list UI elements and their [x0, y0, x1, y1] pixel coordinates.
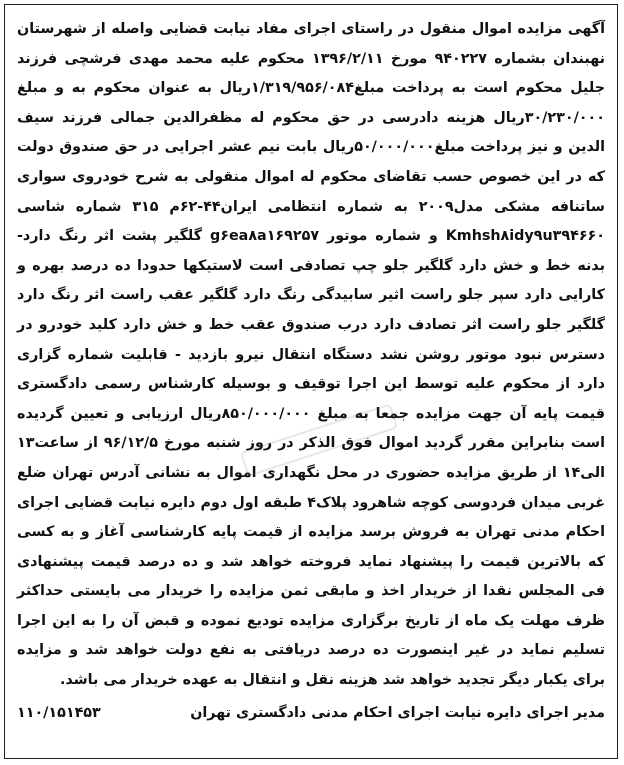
legal-notice	[4, 4, 618, 759]
notice-footer	[17, 700, 605, 726]
notice-reference-number: ۱۱۰/۱۵۱۴۵۳	[17, 704, 101, 721]
notice-signature: مدیر اجرای دایره نیابت اجرای احکام مدنی دادگستری تهران	[190, 704, 605, 721]
notice-body: آگهی مزایده اموال منقول در راستای اجرای مفاد نیابت قضایی واصله از شهرستان نهبندان بشماره ۹۴۰۲۲۷ مورخ ۱۳۹۶/۲/۱۱ محکوم علیه محمد مهدی فرشچی فرزند جلیل محکوم است به پرداخت مبلغ۱/۳۱۹/۹۵۶/۰۸۴ریال به عنوان محکوم به و مبلغ ۳۰/۲۳۰/۰۰۰ریال هزینه دادرسی در حق محکوم له مظفرالدین جمالی فرزند سیف الدین و نیز پرداخت مبلغ۵۰/۰۰۰/۰۰۰ریال بابت نیم عشر اجرایی در حق صندوق دولت که در این خصوص حسب تقاضای محکوم له اموال منقولی به شرح خودروی سواری ساتنافه مشکی مدل۲۰۰۹ به شماره انتظامی ایران۴۴-۶۲م ۳۱۵ شماره شاسی Kmhsh۸idy۹u۳۹۴۶۶۰ و شماره موتور g۶ea۸a۱۶۹۲۵۷ گلگیر پشت اثر رنگ دارد- بدنه خط و خش دارد گلگیر جلو چپ تصادفی است لاستیکها حدودا ده درصد بهره و کارایی دارد سپر جلو راست اثیر سابیدگی رنگ دارد گلگیر عقب راست اثر رنگ دارد گلگیر جلو راست اثر تصادف دارد درب صندوق عقب خط و خش دارد کلید خودرو در دسترس نبود موتور روشن نشد دستگاه انتقال نیرو بازدید - قابلیت شماره گزاری دارد از محکوم علیه توسط این اجرا توقیف و بوسیله کارشناس رسمی دادگستری قیمت پایه آن جهت مزایده جمعا به مبلغ ۸۵۰/۰۰۰/۰۰۰ریال ارزیابی و تعیین گردیده است بنابراین مقرر گردید اموال فوق الذکر در روز شنبه مورخ ۹۶/۱۲/۵ از ساعت۱۳ الی۱۴ از طریق مزایده حضوری در محل نگهداری اموال به نشانی آدرس تهران ضلع غربی میدان فردوسی کوچه شاهرود پلاک۴ طبقه اول دوم دایره نیابت قضایی اجرای احکام مدنی تهران به فروش برسد مزایده از قیمت پایه کارشناسی آغاز و به کسی که بالاترین قیمت را پیشنهاد نماید فروخته خواهد شد و ده درصد قیمت پیشنهادی فی المجلس نقدا از خریدار اخذ و مابقی ثمن مزایده را خریدار می بایستی حداکثر ظرف مهلت یک ماه از تاریخ برگزاری مزایده تودیع نموده و قبض آن را به این اجرا تسلیم نماید در غیر اینصورت ده درصد دریافتی به نفع دولت خواهد شد و مزایده برای یکبار دیگر تجدید خواهد شد هزینه نقل و انتقال به عهده خریدار می باشد.	[17, 21, 606, 689]
